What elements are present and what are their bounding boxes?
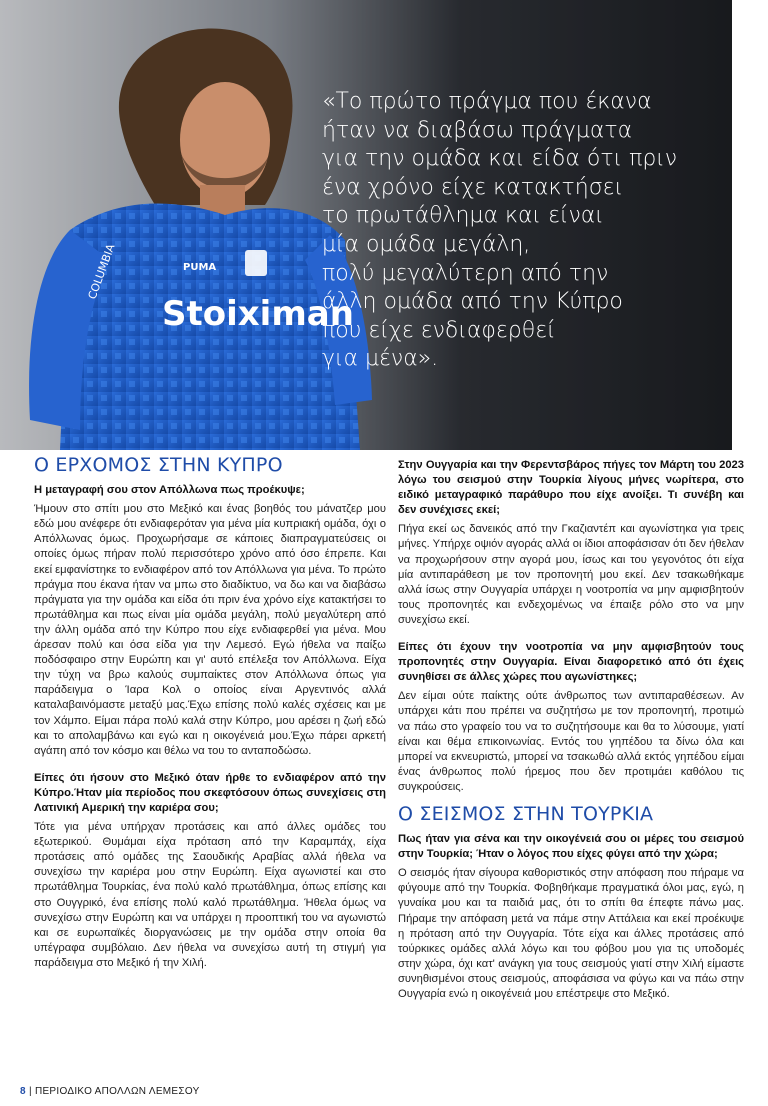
right-column xyxy=(398,458,744,1014)
footer-divider: | xyxy=(25,1086,35,1097)
pull-quote xyxy=(322,88,722,374)
interview-question: Πως ήταν για σένα και την οικογένειά σου οι μέρες του σεισμού στην Τουρκία; Ήταν ο λόγος που είχες φύγει από την χώρα; xyxy=(398,833,744,861)
jersey-sponsor-text: Stoiximan xyxy=(162,294,354,334)
quote-line: «Το πρώτο πράγμα που έκανα xyxy=(322,89,652,114)
quote-line: ήταν να διαβάσω πράγματα xyxy=(322,117,633,143)
section-heading: Ο ΣΕΙΣΜΟΣ ΣΤΗΝ ΤΟΥΡΚΙΑ xyxy=(398,802,654,825)
quote-line: πολύ μεγαλύτερη από την xyxy=(322,260,609,286)
kit-brand-text: PUMA xyxy=(183,262,217,273)
sleeve-sponsor-text: COLUMBIA xyxy=(85,242,118,302)
left-column xyxy=(34,454,386,983)
interview-answer: Ήμουν στο σπίτι μου στο Μεξικό και ένας βοηθός του μάνατζερ μου εδώ μου ανέφερε ότι ενδιαφερόταν για μένα μία κυπριακή ομάδα, όχι ο Απόλλωνας όμως. Προχωρήσαμε σε κάποιες διαπραγματεύσεις οι οποίες όμως πήραν πολύ περισσότερο χρόνο από όσο έπρεπε. Και εκεί εμφανίστηκε το ενδιαφέρον από τον Απόλλωνα για μένα. Το πρώτο πράγμα που έκανα ήταν να μπω στο διαδίκτυο, να δω και να διαβάσω πράγματα για την ομάδα και είδα ότι πριν ένα χρόνο είχε κατακτήσει το πρωτάθλημα και πως είναι μία ομάδα μεγάλη, πολύ μεγαλύτερη από την άλλη ομάδα από την Κύπρο που είχε ενδιαφερθεί για μένα. Μου άρεσαν πολύ και όσα είδα για την Λεμεσό. Εγώ ήθελα να παίξω ποδόσφαιρο στην Ευρώπη και γι' αυτό επέλεξα τον Απόλλωνα. Είχα την τύχη να βρω καλούς συμπαίκτες στον Απόλλωνα όπως για παράδειγμα ο Ίαρα Κολ ο οποίος είναι Αργεντινός αλλά καταλαβαινόμαστε μεταξύ μας.Έχω επίσης πολύ καλές σχέσεις και με τον Χάμπο. Είμαι πάρα πολύ καλά στην Κύπρο, μου αρέσει η ζωή εδώ και το απολαμβάνω και εγώ και η οικογένειά μου.Έχω πάρει αρκετή αγάπη από τον κόσμο και θέλω να του το ανταποδώσω. xyxy=(34,503,386,757)
quote-line: άλλη ομάδα από την Κύπρο xyxy=(322,289,623,315)
interview-question: Είπες ότι έχουν την νοοτροπία να μην αμφισβητούν τους προπονητές στην Ουγγαρία. Είναι διαφορετικό από ότι έχεις συνηθίσει σε άλλες χώρες που αγωνίστηκες; xyxy=(398,641,744,684)
quote-line: ένα χρόνο είχε κατακτήσει xyxy=(322,174,624,200)
section-heading: Ο ΕΡΧΟΜΟΣ ΣΤΗΝ ΚΥΠΡΟ xyxy=(34,454,283,476)
hero-photo xyxy=(0,0,768,450)
quote-line: το πρωτάθλημα και είναι xyxy=(322,203,604,229)
interview-answer: Δεν είμαι ούτε παίκτης ούτε άνθρωπος των αντιπαραθέσεων. Αν υπάρχει κάτι που πρέπει να συζητήσω με τον προπονητή, προτιμώ να πάω στο γραφείο του να το συζητήσουμε και θα το λύσουμε, γιατί είναι και θέμα επικοινωνίας. Εντός του γηπέδου τα δίνω όλα και μπορεί να εκνευριστώ, μπορεί να τσακωθώ αλλά εκτός γηπέδου είμαι ένας άνθρωπος πολύ ήρεμος που δεν προτιμάει καθόλου τις συγκρούσεις. xyxy=(398,690,744,793)
interview-answer: Ο σεισμός ήταν σίγουρα καθοριστικός στην απόφαση που πήραμε να φύγουμε από την Τουρκία. Φοβηθήκαμε πραγματικά όλοι μας, εγώ, η γυναίκα μου και τα παιδιά μας, ότι το σπίτι θα έπεφτε πάνω μας. Πήραμε την απόφαση μετά να πάμε στην Αττάλεια και εκεί προέκυψε η πρόταση από την Ουγγαρία. Τότε είχα και άλλες προτάσεις από τούρκικες ομάδες αλλά λόγω και του φόβου μου για τις υποδομές στην χώρα, όχι κατ' ανάγκη για τους σεισμούς γιατί στην Χιλή είμαστε συνηθισμένοι στους σεισμούς, αποφάσισα να φύγω και να πάω στην Ουγγαρία ενώ η οικογένειά μου επέστρεψε στο Μεξικό. xyxy=(398,867,744,1000)
quote-line: που είχε ενδιαφερθεί xyxy=(322,317,556,343)
right-margin xyxy=(732,0,768,450)
interview-question: Στην Ουγγαρία και την Φερεντσβάρος πήγες τον Μάρτη του 2023 λόγω του σεισμού στην Τουρκία λίγους μήνες νωρίτερα, στο ειδικό μεταγραφικό παράθυρο που είχε ανοίξει. Τι συνέβη και δεν συνέχισες εκεί; xyxy=(398,459,744,517)
interview-question: Είπες ότι ήσουν στο Μεξικό όταν ήρθε το ενδιαφέρον από την Κύπρο.Ήταν μία περίοδος που σκεφτόσουν όπως συνεχίσεις στη Λατινική Αμερική την καριέρα σου; xyxy=(34,771,386,814)
page-number: 8 xyxy=(20,1086,26,1097)
quote-line: μία ομάδα μεγάλη, xyxy=(322,231,531,257)
interview-question: Η μεταγραφή σου στον Απόλλωνα πως προέκυψε; xyxy=(34,484,305,497)
interview-answer: Τότε για μένα υπήρχαν προτάσεις και από άλλες ομάδες του εξωτερικού. Θυμάμαι είχα πρόταση από την Καραμπάχ, είχα προτάσεις από ομάδες της Σαουδικής Αραβίας αλλά ήθελα να συνεχίσω την καριέρα μου στην Ευρώπη. Είχα αγωνιστεί και στο πρωτάθλημα Τουρκίας, ένα πολύ καλό πρωτάθλημα, όπως επίσης και στο Ουγγρικό, ένα επίσης πολύ καλό πρωτάθλημα. Ήθελα όμως να συνεχίσω στην Ευρώπη και να υπάρχει η προοπτική του να αγωνιστώ και σε ευρωπαϊκές διοργανώσεις με την ομάδα στην οποία θα υπέγραφα συμβόλαιο. Δεν ήθελα να συνεχίσω αυτή τη στιγμή για παράδειγμα στο Μεξικό ή την Χιλή. xyxy=(34,821,386,969)
interview-answer: Πήγα εκεί ως δανεικός από την Γκαζιαντέπ και αγωνίστηκα για τρεις μήνες. Υπήρχε οψιόν αγοράς αλλά οι ίδιοι αποφάσισαν ότι δεν ήθελαν να προχωρήσουν στην αγορά μου, ίσως και του γεγονότος ότι είχα μία αντιπαράθεση με τον προπονητή μου εκεί. Δεν τσακωθήκαμε αλλά ίσως στην Ουγγαρία υπάρχει η νοοτροπία να μην αμφισβητούν τους προπονητές και ενδεχομένως να έπαιξε ρόλο στο να μην συνεχίσω εκεί. xyxy=(398,523,744,626)
publication-name: ΠΕΡΙΟΔΙΚΟ ΑΠΟΛΛΩΝ ΛΕΜΕΣΟΥ xyxy=(34,1086,200,1097)
quote-line: για την ομάδα και είδα ότι πριν xyxy=(322,146,678,172)
page-footer xyxy=(20,1086,200,1097)
quote-line: για μένα». xyxy=(322,346,439,372)
